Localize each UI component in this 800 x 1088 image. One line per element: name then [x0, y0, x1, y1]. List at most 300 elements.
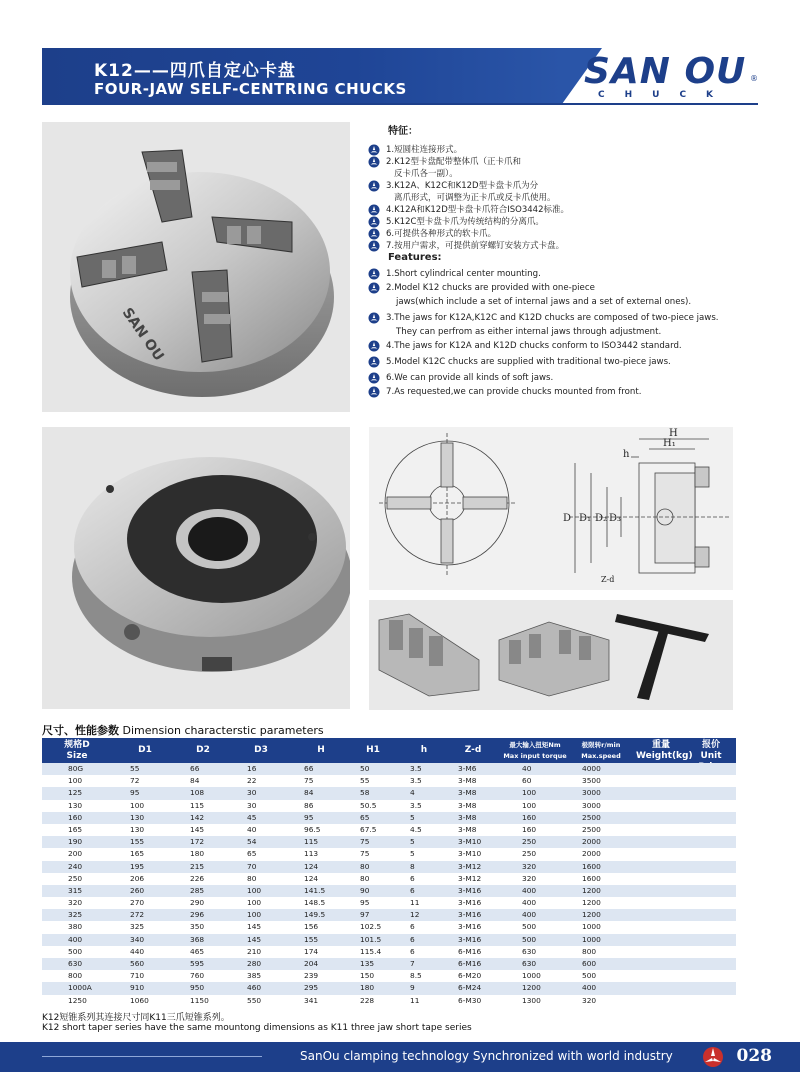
table-cell: 155: [304, 934, 319, 944]
table-cell: 102.5: [360, 922, 382, 932]
feature-item-en: 1.Short cylindrical center mounting.: [386, 269, 541, 279]
table-cell: 3.5: [410, 800, 422, 810]
table-cell: 630: [522, 959, 537, 968]
table-cell: 9: [410, 983, 415, 993]
table-cell: 86: [304, 800, 314, 810]
table-cell: 1200: [582, 910, 601, 920]
table-cell: 400: [68, 934, 83, 944]
features-heading-en: Features:: [388, 252, 442, 263]
table-row: [42, 946, 736, 958]
table-cell: 130: [130, 812, 145, 822]
table-cell: 97: [360, 910, 370, 920]
table-cell: 210: [247, 946, 262, 956]
table-cell: 55: [360, 776, 370, 786]
table-cell: 190: [68, 837, 83, 847]
table-cell: 115.4: [360, 946, 382, 956]
table-cell: 113: [304, 849, 319, 859]
table-cell: 6: [410, 922, 415, 932]
table-cell: 12: [410, 910, 420, 920]
table-cell: 1250: [68, 995, 87, 1005]
table-cell: 58: [360, 788, 370, 798]
table-cell: 80: [360, 861, 370, 871]
table-cell: 325: [130, 922, 145, 932]
feature-item-cn: 4.K12A和K12D型卡盘卡爪符合ISO3442标准。: [386, 205, 569, 215]
table-cell: 174: [304, 946, 319, 956]
table-cell: 115: [304, 837, 319, 847]
table-cell: 3-M16: [458, 910, 482, 920]
feature-item-en: 7.As requested,we can provide chucks mounted from front.: [386, 387, 642, 397]
table-cell: 910: [130, 983, 145, 993]
table-cell: 3.5: [410, 764, 422, 773]
table-cell: 30: [247, 800, 257, 810]
table-cell: 595: [190, 959, 205, 968]
table-row: [42, 921, 736, 933]
table-cell: 100: [68, 776, 83, 786]
table-cell: 5: [410, 812, 415, 822]
table-cell: 4000: [582, 764, 601, 773]
table-cell: 100: [522, 800, 537, 810]
chuck-photo-back: [42, 427, 350, 709]
table-cell: 3-M10: [458, 837, 482, 847]
table-cell: 710: [130, 971, 145, 981]
feature-item-en: 6.We can provide all kinds of soft jaws.: [386, 373, 554, 383]
table-cell: 180: [190, 849, 205, 859]
table-cell: 115: [190, 800, 205, 810]
table-cell: 72: [130, 776, 140, 786]
table-row: [42, 775, 736, 787]
label-D3: D₃: [609, 513, 622, 524]
table-cell: 272: [130, 910, 145, 920]
table-cell: 6: [410, 873, 415, 883]
column-header: H1: [366, 745, 380, 755]
table-cell: 124: [304, 873, 319, 883]
title-cn: K12——四爪自定心卡盘: [94, 61, 296, 81]
table-row: [42, 763, 736, 775]
bullet-icon: [368, 372, 380, 384]
table-cell: 3-M8: [458, 812, 477, 822]
table-row: [42, 812, 736, 824]
table-cell: 156: [304, 922, 319, 932]
table-cell: 500: [582, 971, 597, 981]
footer-rule: [42, 1056, 262, 1057]
column-header: [46, 738, 108, 763]
table-cell: 160: [522, 824, 537, 834]
table-cell: 100: [130, 800, 145, 810]
table-cell: 2500: [582, 824, 601, 834]
table-cell: 80: [247, 873, 257, 883]
label-D2: D₂: [595, 513, 608, 524]
note-cn: K12短锥系列其连接尺寸同K11三爪短锥系列。: [42, 1013, 230, 1023]
table-cell: 226: [190, 873, 205, 883]
table-cell: 95: [130, 788, 140, 798]
table-cell: 6: [410, 885, 415, 895]
table-cell: 142: [190, 812, 205, 822]
table-cell: 8: [410, 861, 415, 871]
table-cell: 204: [304, 959, 319, 968]
table-cell: 800: [68, 971, 83, 981]
table-cell: 1200: [582, 898, 601, 908]
table-cell: 165: [130, 849, 145, 859]
column-header-en: Weight(kg): [636, 751, 693, 761]
table-title: [42, 722, 324, 738]
table-cell: 165: [68, 824, 83, 834]
sanou-logo: [584, 51, 758, 100]
table-cell: 75: [304, 776, 314, 786]
header-rule: [42, 103, 758, 105]
table-cell: 270: [130, 898, 145, 908]
bullet-icon: [368, 386, 380, 398]
feature-item-cn: 3.K12A、K12C和K12D型卡盘卡爪为分: [386, 181, 539, 191]
table-cell: 500: [68, 946, 83, 956]
table-cell: 320: [522, 873, 537, 883]
table-cell: 100: [247, 910, 262, 920]
table-cell: 320: [522, 861, 537, 871]
table-title-en: Dimension characterstic parameters: [122, 724, 324, 737]
table-cell: 101.5: [360, 934, 382, 944]
feature-item-cn: 1.短圆柱连接形式。: [386, 145, 463, 155]
technical-drawing: [369, 427, 733, 590]
table-cell: 1300: [522, 995, 541, 1005]
column-header-cn: 规格D: [64, 740, 90, 750]
table-cell: 1000: [522, 971, 541, 981]
table-row: [42, 885, 736, 897]
table-cell: 2000: [582, 849, 601, 859]
table-cell: 340: [130, 934, 145, 944]
table-cell: 65: [360, 812, 370, 822]
table-cell: 6: [410, 934, 415, 944]
column-header-cn: 极限转r/min: [581, 741, 621, 749]
table-cell: 6-M16: [458, 959, 482, 968]
table-cell: 1000: [582, 934, 601, 944]
table-cell: 125: [68, 788, 83, 798]
table-cell: 124: [304, 861, 319, 871]
column-header-en: Size: [66, 751, 88, 761]
feature-item-cn: 2.K12型卡盘配带整体爪（正卡爪和: [386, 157, 522, 167]
table-row: [42, 836, 736, 848]
bullet-icon: [368, 240, 380, 252]
table-cell: 108: [190, 788, 205, 798]
table-cell: 16: [247, 764, 257, 773]
table-cell: 385: [247, 971, 262, 981]
title-en: FOUR-JAW SELF-CENTRING CHUCKS: [94, 80, 407, 98]
table-cell: 130: [130, 824, 145, 834]
table-cell: 3000: [582, 800, 601, 810]
table-cell: 148.5: [304, 898, 326, 908]
feature-item-cn: 7.按用户需求，可提供前穿螺钉安装方式卡盘。: [386, 241, 565, 251]
feature-item-en: 3.The jaws for K12A,K12C and K12D chucks are composed of two-piece jaws.: [386, 313, 719, 323]
table-cell: 1600: [582, 861, 601, 871]
table-cell: 2000: [582, 837, 601, 847]
table-cell: 250: [522, 849, 537, 859]
feature-item-en: 2.Model K12 chucks are provided with one-piece: [386, 283, 595, 293]
table-cell: 440: [130, 946, 145, 956]
table-cell: 400: [522, 885, 537, 895]
table-cell: 11: [410, 898, 420, 908]
label-Zd: Z-d: [601, 575, 615, 584]
table-cell: 11: [410, 995, 420, 1005]
column-header: D2: [196, 745, 210, 755]
table-cell: 3.5: [410, 776, 422, 786]
table-cell: 460: [247, 983, 262, 993]
table-cell: 5: [410, 837, 415, 847]
column-header: [502, 738, 568, 763]
chuck-front-illustration: [42, 122, 350, 412]
table-cell: 280: [247, 959, 262, 968]
table-cell: 950: [190, 983, 205, 993]
table-cell: 1000: [582, 922, 601, 932]
table-cell: 30: [247, 788, 257, 798]
table-cell: 84: [304, 788, 314, 798]
table-cell: 100: [247, 885, 262, 895]
table-cell: 180: [360, 983, 375, 993]
dimension-drawing: [369, 427, 733, 590]
table-cell: 400: [522, 898, 537, 908]
table-cell: 145: [247, 934, 262, 944]
page-number: 028: [736, 1046, 772, 1066]
bullet-icon: [368, 228, 380, 240]
column-header: [636, 738, 693, 763]
table-cell: 295: [304, 983, 319, 993]
table-cell: 400: [582, 983, 597, 993]
table-cell: 96.5: [304, 824, 321, 834]
table-header: [42, 738, 736, 763]
table-cell: 250: [522, 837, 537, 847]
table-cell: 3-M16: [458, 934, 482, 944]
table-cell: 66: [304, 764, 314, 773]
table-cell: 3-M8: [458, 800, 477, 810]
table-cell: 100: [247, 898, 262, 908]
chuck-back-illustration: [42, 427, 350, 709]
feature-item-en: jaws(which include a set of internal jaws and a set of external ones).: [396, 297, 692, 307]
label-D1: D₁: [579, 513, 592, 524]
table-cell: 4.5: [410, 824, 422, 834]
table-row: [42, 848, 736, 860]
bullet-icon: [368, 282, 380, 294]
column-header-cn: 重量: [651, 740, 670, 750]
table-cell: 240: [68, 861, 83, 871]
table-cell: 2500: [582, 812, 601, 822]
table-cell: 500: [522, 922, 537, 932]
column-header-cn: 最大输入扭矩Nm: [509, 741, 561, 749]
table-cell: 90: [360, 885, 370, 895]
table-cell: 80: [360, 873, 370, 883]
table-cell: 3-M8: [458, 824, 477, 834]
bullet-icon: [368, 156, 380, 168]
table-cell: 3-M8: [458, 776, 477, 786]
column-header: [688, 738, 734, 763]
table-cell: 7: [410, 959, 415, 968]
table-cell: 55: [130, 764, 140, 773]
table-row: [42, 787, 736, 799]
feature-item-cn: 离爪形式，可调整为正卡爪或反卡爪使用。: [394, 193, 556, 203]
bullet-icon: [368, 144, 380, 156]
table-row: [42, 873, 736, 885]
table-cell: 6: [410, 946, 415, 956]
table-cell: 149.5: [304, 910, 326, 920]
table-cell: 135: [360, 959, 375, 968]
table-cell: 341: [304, 995, 319, 1005]
table-row: [42, 861, 736, 873]
table-row: [42, 909, 736, 921]
chuck-photo-front: [42, 122, 350, 412]
table-cell: 206: [130, 873, 145, 883]
feature-item-cn: 5.K12C型卡盘卡爪为传统结构的分离爪。: [386, 217, 544, 227]
table-row: [42, 824, 736, 836]
table-cell: 54: [247, 837, 257, 847]
table-cell: 145: [190, 824, 205, 834]
table-cell: 45: [247, 812, 257, 822]
table-cell: 296: [190, 910, 205, 920]
table-cell: 8.5: [410, 971, 422, 981]
table-cell: 22: [247, 776, 257, 786]
table-cell: 160: [68, 812, 83, 822]
table-cell: 3000: [582, 788, 601, 798]
table-cell: 6-M24: [458, 983, 482, 993]
table-cell: 290: [190, 898, 205, 908]
table-cell: 200: [68, 849, 83, 859]
table-title-cn: 尺寸、性能参数: [42, 724, 119, 737]
bullet-icon: [368, 268, 380, 280]
table-row: [42, 995, 736, 1007]
table-cell: 70: [247, 861, 257, 871]
table-cell: 155: [130, 837, 145, 847]
table-cell: 320: [68, 898, 83, 908]
feature-item-en: They can perfrom as either internal jaws through adjustment.: [396, 327, 662, 337]
table-cell: 400: [522, 910, 537, 920]
page-header: [42, 48, 758, 104]
bullet-icon: [368, 312, 380, 324]
table-cell: 75: [360, 837, 370, 847]
table-cell: 630: [68, 959, 83, 968]
table-cell: 260: [130, 885, 145, 895]
table-cell: 4: [410, 788, 415, 798]
label-H1: H₁: [663, 438, 676, 449]
table-cell: 315: [68, 885, 83, 895]
table-cell: 3-M6: [458, 764, 477, 773]
table-row: [42, 800, 736, 812]
table-row: [42, 934, 736, 946]
table-cell: 67.5: [360, 824, 377, 834]
feature-item-en: 4.The jaws for K12A and K12D chucks conform to ISO3442 standard.: [386, 341, 682, 351]
table-cell: 84: [190, 776, 200, 786]
table-cell: 130: [68, 800, 83, 810]
table-cell: 550: [247, 995, 262, 1005]
registered-mark: ®: [750, 74, 758, 83]
table-cell: 160: [522, 812, 537, 822]
table-cell: 380: [68, 922, 83, 932]
table-cell: 75: [360, 849, 370, 859]
logo-subtitle: CHUCK: [598, 90, 734, 100]
table-row: [42, 982, 736, 994]
column-header: h: [420, 745, 428, 755]
label-h: h: [623, 449, 630, 460]
table-cell: 6-M30: [458, 995, 482, 1005]
table-cell: 1600: [582, 873, 601, 883]
table-cell: 6-M16: [458, 946, 482, 956]
footer-slogan: SanOu clamping technology Synchronized with world industry: [300, 1049, 673, 1063]
table-cell: 239: [304, 971, 319, 981]
table-cell: 600: [582, 959, 597, 968]
table-cell: 3-M10: [458, 849, 482, 859]
table-cell: 465: [190, 946, 205, 956]
table-cell: 760: [190, 971, 205, 981]
column-header-en: Unit: [700, 751, 722, 761]
feature-item-en: 5.Model K12C chucks are supplied with traditional two-piece jaws.: [386, 357, 671, 367]
table-cell: 6-M20: [458, 971, 482, 981]
table-cell: 50.5: [360, 800, 377, 810]
table-cell: 145: [247, 922, 262, 932]
table-cell: 3-M12: [458, 873, 482, 883]
table-row: [42, 958, 736, 970]
table-cell: 50: [360, 764, 370, 773]
bullet-icon: [368, 340, 380, 352]
bullet-icon: [368, 216, 380, 228]
table-cell: 66: [190, 764, 200, 773]
bullet-icon: [368, 180, 380, 192]
table-cell: 1000A: [68, 983, 92, 993]
feature-item-cn: 6.可提供各种形式的软卡爪。: [386, 229, 497, 239]
table-cell: 3-M8: [458, 788, 477, 798]
table-cell: 1150: [190, 995, 209, 1005]
table-cell: 320: [582, 995, 597, 1005]
table-cell: 80G: [68, 764, 84, 773]
table-cell: 172: [190, 837, 205, 847]
column-header: D3: [254, 745, 268, 755]
tri-blade-logo-icon: [702, 1046, 724, 1068]
table-cell: 60: [522, 776, 532, 786]
table-cell: 100: [522, 788, 537, 798]
table-cell: 150: [360, 971, 375, 981]
table-cell: 285: [190, 885, 205, 895]
column-header-en: Max input torque: [503, 752, 567, 760]
table-cell: 40: [522, 764, 532, 773]
note-en: K12 short taper series have the same mountong dimensions as K11 three jaw short tape series: [42, 1023, 472, 1033]
table-cell: 250: [68, 873, 83, 883]
label-H: H: [669, 428, 678, 439]
table-cell: 560: [130, 959, 145, 968]
column-header-en: Max.speed: [581, 752, 621, 760]
logo-wordmark: SAN OU: [584, 51, 747, 92]
parameters-table: [42, 738, 736, 1007]
table-cell: 800: [582, 946, 597, 956]
table-cell: 1060: [130, 995, 149, 1005]
table-body: [42, 763, 736, 1007]
table-cell: 95: [304, 812, 314, 822]
label-D: D: [563, 513, 572, 524]
table-cell: 95: [360, 898, 370, 908]
table-cell: 368: [190, 934, 205, 944]
table-cell: 325: [68, 910, 83, 920]
features-heading-cn: 特征：: [388, 126, 418, 137]
column-header: [570, 738, 632, 763]
table-cell: 141.5: [304, 885, 326, 895]
table-cell: 1200: [582, 885, 601, 895]
table-cell: 215: [190, 861, 205, 871]
table-row: [42, 970, 736, 982]
table-cell: 5: [410, 849, 415, 859]
table-cell: 3-M16: [458, 922, 482, 932]
table-cell: 3500: [582, 776, 601, 786]
table-row: [42, 897, 736, 909]
table-cell: 3-M12: [458, 861, 482, 871]
bullet-icon: [368, 204, 380, 216]
table-cell: 3-M16: [458, 885, 482, 895]
column-header: D1: [138, 745, 152, 755]
feature-item-cn: 反卡爪各一副）。: [394, 169, 458, 179]
page-footer: [0, 1042, 800, 1072]
column-header-cn: 报价: [701, 740, 720, 750]
table-cell: 500: [522, 934, 537, 944]
